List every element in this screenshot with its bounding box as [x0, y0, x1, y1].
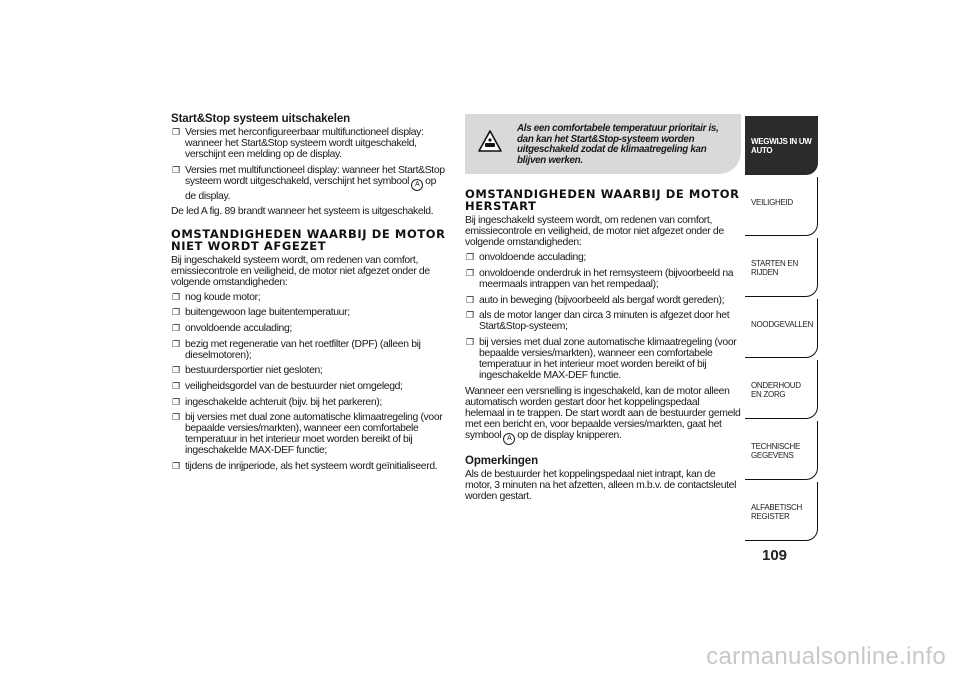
intro-paragraph: Bij ingeschakeld systeem wordt, om redenen van comfort, emissiecontrole en veiligheid, de motor niet afgezet onder de volgende omstandigheden:	[171, 254, 430, 288]
list-item: ❐ onvoldoende onderdruk in het remsysteem (bijvoorbeeld na meermaals intrappen van het rempedaal);	[466, 267, 734, 290]
checkbox-bullet-icon: ❐	[466, 267, 474, 278]
warning-box	[465, 114, 741, 174]
chapter-tabs	[745, 116, 818, 543]
restart-list	[465, 252, 741, 381]
checkbox-bullet-icon: ❐	[466, 310, 474, 321]
tab-technische-gegevens[interactable]: TECHNISCHE GEGEVENS	[745, 421, 818, 480]
checkbox-bullet-icon: ❐	[172, 323, 180, 334]
list-item: ❐ buitengewoon lage buitentemperatuur;	[172, 307, 350, 319]
list-item: ❐ auto in beweging (bijvoorbeeld als bergaf wordt gereden);	[466, 294, 725, 306]
checkbox-bullet-icon: ❐	[172, 307, 180, 318]
sub-heading-disable: Start&Stop systeem uitschakelen	[171, 113, 351, 125]
page-number: 109	[762, 547, 788, 564]
checkbox-bullet-icon: ❐	[172, 365, 180, 376]
warning-text: Als een comfortabele temperatuur prioritair is, dan kan het Start&Stop-systeem worden uitgeschakeld zodat de klimaatregeling kan blijven werken.	[517, 123, 719, 166]
checkbox-bullet-icon: ❐	[466, 336, 474, 347]
list-item: ❐ bestuurdersportier niet gesloten;	[172, 365, 323, 377]
tab-wegwijs[interactable]: WEGWIJS IN UW AUTO	[745, 116, 818, 175]
list-item: ❐ bij versies met dual zone automatische klimaatregeling (voor bepaalde versies/markten), wanneer een comfortabele temperatuur in het interieur moet worden bereikt of bij ingeschakelde MAX-DEF functie.	[466, 336, 737, 382]
list-item: ❐ onvoldoende acculading;	[466, 252, 586, 264]
remarks-text: Als de bestuurder het koppelingspedaal niet intrapt, kan de motor, 3 minuten na het afzetten, alleen m.b.v. de contactsleutel worden gestart.	[465, 469, 737, 503]
start-stop-off-icon: A	[411, 179, 423, 191]
list-item: ❐ Versies met multifunctioneel display: wanneer het Start&Stop systeem wordt uitgeschakeld, verschijnt het symbool A op de display.	[172, 164, 445, 202]
no-stop-list	[171, 292, 447, 472]
checkbox-bullet-icon: ❐	[172, 338, 180, 349]
list-item: ❐ ingeschakelde achteruit (bijv. bij het parkeren);	[172, 396, 382, 408]
tab-noodgevallen[interactable]: NOODGEVALLEN	[745, 299, 818, 358]
tab-starten-en-rijden[interactable]: STARTEN EN RIJDEN	[745, 238, 818, 297]
checkbox-bullet-icon: ❐	[172, 291, 180, 302]
left-column	[171, 104, 447, 477]
checkbox-bullet-icon: ❐	[172, 460, 180, 471]
checkbox-bullet-icon: ❐	[172, 164, 180, 175]
remarks-heading: Opmerkingen	[465, 455, 539, 468]
list-item: ❐ bij versies met dual zone automatische klimaatregeling (voor bepaalde versies/markten), wanneer een comfortabele temperatuur in het interieur moet worden bereikt of bij ingeschakelde MAX-DEF functie;	[172, 412, 443, 457]
list-item: ❐ tijdens de inrijperiode, als het systeem wordt geïnitialiseerd.	[172, 460, 438, 472]
list-item: ❐ Versies met herconfigureerbaar multifunctioneel display: wanneer het Start&Stop systeem wordt uitgeschakeld, verschijnt een melding op de display.	[172, 127, 424, 161]
watermark: carmanualsonline.info	[706, 643, 946, 670]
section-heading-no-stop: OMSTANDIGHEDEN WAARBIJ DE MOTOR NIET WORDT AFGEZET	[171, 226, 446, 253]
list-item: ❐ veiligheidsgordel van de bestuurder niet omgelegd;	[172, 380, 403, 392]
checkbox-bullet-icon: ❐	[172, 396, 180, 407]
led-note: De led A fig. 89 brandt wanneer het systeem is uitgeschakeld.	[171, 206, 434, 218]
tab-veiligheid[interactable]: VEILIGHEID	[745, 177, 818, 236]
checkbox-bullet-icon: ❐	[172, 380, 180, 391]
checkbox-bullet-icon: ❐	[172, 412, 180, 423]
list-item: ❐ nog koude motor;	[172, 291, 261, 303]
list-item: ❐ onvoldoende acculading;	[172, 323, 292, 335]
checkbox-bullet-icon: ❐	[466, 252, 474, 263]
checkbox-bullet-icon: ❐	[466, 294, 474, 305]
gear-note: Wanneer een versnelling is ingeschakeld, kan de motor alleen automatisch worden gestart door het koppelingspedaal helemaal in te trappen. De start wordt aan de bestuurder gemeld met een bericht en, voor bepaalde versies/markten, gaat het symbool A op de display knipperen.	[465, 386, 741, 445]
intro-paragraph: Bij ingeschakeld systeem wordt, om redenen van comfort, emissiecontrole en veiligheid, de motor niet afgezet onder de volgende omstandigheden:	[465, 215, 724, 249]
list-item: ❐ als de motor langer dan circa 3 minuten is afgezet door het Start&Stop-systeem;	[466, 310, 730, 333]
start-stop-icon: A	[503, 433, 515, 445]
right-column	[465, 104, 741, 506]
disable-list	[171, 127, 447, 202]
warning-triangle-icon	[478, 130, 502, 152]
list-item: ❐ bezig met regeneratie van het roetfilter (DPF) (alleen bij dieselmotoren);	[172, 338, 421, 361]
tab-alfabetisch-register[interactable]: ALFABETISCH REGISTER	[745, 482, 818, 541]
tab-onderhoud-en-zorg[interactable]: ONDERHOUD EN ZORG	[745, 360, 818, 419]
section-heading-restart: OMSTANDIGHEDEN WAARBIJ DE MOTOR HERSTART	[465, 187, 740, 213]
checkbox-bullet-icon: ❐	[172, 127, 180, 137]
